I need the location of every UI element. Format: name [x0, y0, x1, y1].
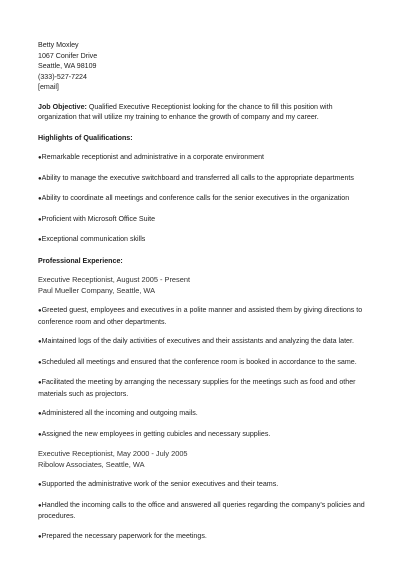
bullet-icon: ●: [38, 237, 42, 243]
contact-phone: (333)-527-7224: [38, 72, 87, 81]
list-item: ●Prepared the necessary paperwork for the meetings.: [38, 531, 207, 540]
contact-street: 1067 Conifer Drive: [38, 51, 98, 60]
job-objective-text: Qualified Executive Receptionist looking for the chance to fill this position with organization that will utilize my training to enhance the growth of company and my career.: [38, 102, 333, 121]
bullet-icon: ●: [38, 175, 42, 182]
bullet-icon: ●: [38, 196, 42, 202]
bullet-icon: ●: [38, 155, 42, 161]
list-item: ●Proficient with Microsoft Office Suite: [38, 214, 156, 223]
list-item: ●Exceptional communication skills: [38, 235, 146, 243]
job-entry-1: [38, 275, 368, 440]
bullet-icon: ●: [38, 411, 42, 417]
company-name: Paul Mueller Company, Seattle, WA: [38, 285, 156, 295]
bullet-icon: ●: [38, 308, 42, 314]
list-item: ●Handled the incoming calls to the office and answered all queries regarding the company’s policies and procedures.: [38, 500, 365, 520]
list-item: ●Ability to manage the executive switchboard and transferred all calls to the appropriate departments: [38, 173, 354, 182]
list-item: ●Remarkable receptionist and administrative in a corporate environment: [38, 153, 265, 161]
list-item: ●Supported the administrative work of the senior executives and their teams.: [38, 480, 279, 488]
list-item: ●Greeted guest, employees and executives in a polite manner and assisted them by giving directions to conference room and other departments.: [38, 306, 363, 326]
bullet-icon: ●: [38, 359, 42, 366]
list-item: ●Scheduled all meetings and ensured that the conference room is booked in accordance to the same.: [38, 357, 357, 366]
contact-email: [email]: [38, 83, 59, 91]
job-objective-label: Job Objective:: [38, 102, 87, 111]
resume-page: [38, 40, 368, 542]
list-item: ●Administered all the incoming and outgoing mails.: [38, 409, 198, 417]
contact-name: Betty Moxley: [38, 41, 79, 49]
list-item: ●Assigned the new employees in getting cubicles and necessary supplies.: [38, 429, 271, 438]
bullet-icon: ●: [38, 482, 42, 488]
contact-city: Seattle, WA 98109: [38, 62, 97, 70]
job-title: Executive Receptionist, May 2000 - July 2005: [38, 449, 188, 458]
experience-heading: Professional Experience:: [38, 256, 123, 265]
contact-block: [38, 40, 368, 93]
job-title: Executive Receptionist, August 2005 - Present: [38, 275, 191, 284]
list-item: ●Facilitated the meeting by arranging the necessary supplies for the meetings such as food and other materials such as projectors.: [38, 378, 356, 398]
list-item: ●Maintained logs of the daily activities of executives and their assistants and analyzing the data later.: [38, 337, 354, 345]
bullet-icon: ●: [38, 339, 42, 345]
bullet-icon: ●: [38, 431, 42, 438]
bullet-icon: ●: [38, 380, 42, 386]
bullet-icon: ●: [38, 502, 42, 509]
highlights-heading: Highlights of Qualifications:: [38, 133, 133, 142]
bullet-icon: ●: [38, 533, 42, 540]
company-name: Ribolow Associates, Seattle, WA: [38, 459, 145, 469]
job-objective: [38, 102, 368, 123]
bullet-icon: ●: [38, 216, 42, 223]
list-item: ●Ability to coordinate all meetings and conference calls for the senior executives in the organization: [38, 194, 350, 202]
highlights-list: [38, 143, 368, 246]
job-entry-2: [38, 449, 368, 542]
